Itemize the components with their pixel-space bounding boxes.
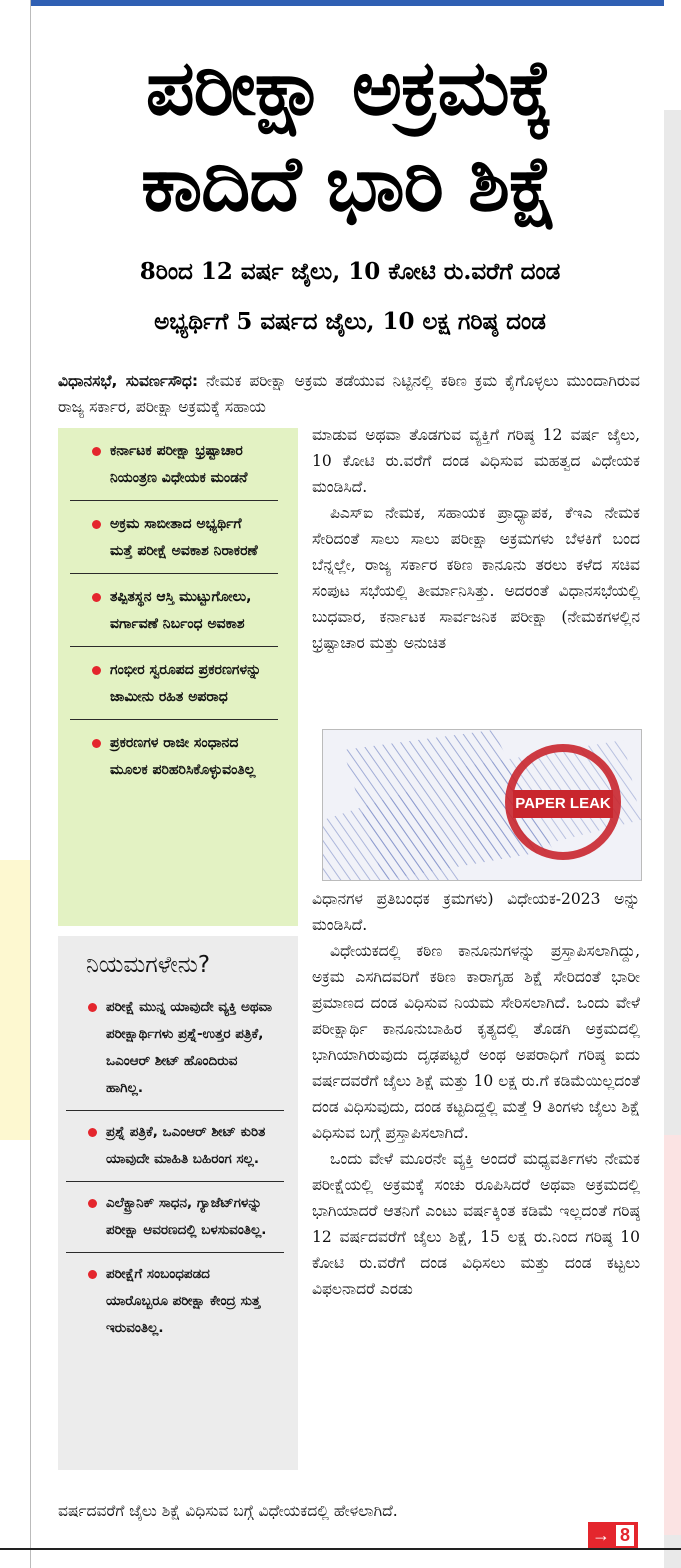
body-paragraph: ವಿಧೇಯಕದಲ್ಲಿ ಕಠಿಣ ಕಾನೂನುಗಳನ್ನು ಪ್ರಸ್ತಾಪಿಸಲಾಗಿದ್ದು, ಅಕ್ರಮ ಎಸಗಿದವರಿಗೆ ಕಠಿಣ ಕಾರಾಗೃಹ ಶಿಕ್ಷೆ ಸೇರಿದಂತೆ ಭಾರೀ ಪ್ರಮಾಣದ ದಂಡ ವಿಧಿಸುವ ನಿಯಮ ಸೇರಿಸಲಾಗಿದೆ. ಒಂದು ವೇಳೆ ಪರೀಕ್ಷಾರ್ಥಿ ಕಾನೂನುಬಾಹಿರ ಕೃತ್ಯದಲ್ಲಿ ತೊಡಗಿ ಅಕ್ರಮದಲ್ಲಿ ಭಾಗಿಯಾಗಿರುವುದು ದೃಢಪಟ್ಟರೆ ಅಂಥ ಅಪರಾಧಿಗೆ ಗರಿಷ್ಠ ಐದು ವರ್ಷದವರೆಗೆ ಜೈಲು ಶಿಕ್ಷೆ ಮತ್ತು 10 ಲಕ್ಷ ರು.ಗೆ ಕಡಿಮೆಯಿಲ್ಲದಂತೆ ದಂಡ ವಿಧಿಸುವುದು, ದಂಡ ಕಟ್ಟದಿದ್ದಲ್ಲಿ ಮತ್ತೆ 9 ತಿಂಗಳು ಜೈಲು ಶಿಕ್ಷೆ ವಿಧಿಸುವ ಬಗ್ಗೆ ಪ್ರಸ್ತಾಪಿಸಲಾಗಿದೆ. <box>312 942 640 1142</box>
bullet-icon <box>88 1199 97 1208</box>
stamp-label: PAPER LEAK <box>513 790 613 818</box>
bullet-icon <box>92 739 101 748</box>
arrow-right-icon: → <box>591 1524 610 1545</box>
highlights-box <box>58 428 298 926</box>
rules-title: ನಿಯಮಗಳೇನು? <box>86 952 211 978</box>
headline-line-1: ಪರೀಕ್ಷಾ ಅಕ್ರಮಕ್ಕೆ <box>145 43 553 132</box>
highlight-item: ಗಂಭೀರ ಸ್ವರೂಪದ ಪ್ರಕರಣಗಳನ್ನು ಜಾಮೀನು ರಹಿತ ಅಪರಾಧ <box>70 647 278 720</box>
bullet-icon <box>88 1270 97 1279</box>
left-margin-yellow <box>0 860 30 1140</box>
body-column-bottom <box>312 886 640 1302</box>
dateline: ವಿಧಾನಸಭೆ, ಸುವರ್ಣಸೌಧ: <box>58 372 199 390</box>
top-color-bar <box>0 0 681 6</box>
body-paragraph: ವಿಧಾನಗಳ ಪ್ರತಿಬಂಧಕ ಕ್ರಮಗಳು) ವಿಧೇಯಕ-2023 ಅನ್ನು ಮಂಡಿಸಿದೆ. <box>312 890 640 934</box>
headline <box>44 40 654 232</box>
intro-text: ನೇಮಕ ಪರೀಕ್ಷಾ ಅಕ್ರಮ ತಡೆಯುವ ನಿಟ್ಟಿನಲ್ಲಿ ಕಠಿಣ ಕ್ರಮ ಕೈಗೊಳ್ಳಲು ಮುಂದಾಗಿರುವ ರಾಜ್ಯ ಸರ್ಕಾರ, ಪರೀಕ್ಷಾ ಅಕ್ರಮಕ್ಕೆ ಸಹಾಯ <box>58 372 640 416</box>
rule-item: ಪ್ರಶ್ನೆ ಪತ್ರಿಕೆ, ಒಎಂಆರ್ ಶೀಟ್ ಕುರಿತ ಯಾವುದೇ ಮಾಹಿತಿ ಬಹಿರಂಗ ಸಲ್ಲ. <box>66 1111 284 1182</box>
body-paragraph: ಒಂದು ವೇಳೆ ಮೂರನೇ ವ್ಯಕ್ತಿ ಅಂದರೆ ಮಧ್ಯವರ್ತಿಗಳು ನೇಮಕ ಪರೀಕ್ಷೆಯಲ್ಲಿ ಅಕ್ರಮಕ್ಕೆ ಸಂಚು ರೂಪಿಸಿದರೆ ಅಥವಾ ಅಕ್ರಮದಲ್ಲಿ ಭಾಗಿಯಾದರೆ ಆತನಿಗೆ ಎಂಟು ವರ್ಷಕ್ಕಿಂತ ಕಡಿಮೆ ಇಲ್ಲದಂತೆ ಗರಿಷ್ಠ 12 ವರ್ಷದವರೆಗೆ ಜೈಲು ಶಿಕ್ಷೆ, 15 ಲಕ್ಷ ರು.ನಿಂದ ಗರಿಷ್ಠ 10 ಕೋಟಿ ರು.ವರೆಗೆ ದಂಡ ವಿಧಿಸಲು ಮತ್ತು ದಂಡ ಕಟ್ಟಲು ವಿಫಲನಾದರೆ ಎರಡು <box>312 1150 640 1298</box>
bottom-rule <box>0 1548 681 1550</box>
highlight-item: ತಪ್ಪಿತಸ್ಥನ ಆಸ್ತಿ ಮುಟ್ಟುಗೋಲು, ವರ್ಗಾವಣೆ ನಿರ್ಬಂಧ ಅವಕಾಶ <box>70 574 278 647</box>
bullet-icon <box>92 447 101 456</box>
highlight-item: ಅಕ್ರಮ ಸಾಬೀತಾದ ಅಭ್ಯರ್ಥಿಗೆ ಮತ್ತೆ ಪರೀಕ್ಷೆ ಅವಕಾಶ ನಿರಾಕರಣೆ <box>70 501 278 574</box>
intro-paragraph <box>58 368 640 420</box>
right-margin-pink <box>664 1135 681 1535</box>
rule-item: ಪರೀಕ್ಷೆ ಮುನ್ನ ಯಾವುದೇ ವ್ಯಕ್ತಿ ಅಥವಾ ಪರೀಕ್ಷಾರ್ಥಿಗಳು ಪ್ರಶ್ನೆ-ಉತ್ತರ ಪತ್ರಿಕೆ, ಒಎಂಆರ್ ಶೀಟ್ ಹೊಂದಿರುವ ಹಾಗಿಲ್ಲ. <box>66 986 284 1111</box>
closing-line: ವರ್ಷದವರೆಗೆ ಜೈಲು ಶಿಕ್ಷೆ ವಿಧಿಸುವ ಬಗ್ಗೆ ವಿಧೇಯಕದಲ್ಲಿ ಹೇಳಲಾಗಿದೆ. <box>58 1502 398 1520</box>
bullet-icon <box>92 593 101 602</box>
body-paragraph: ಪಿಎಸ್‌ಐ ನೇಮಕ, ಸಹಾಯಕ ಪ್ರಾಧ್ಯಾಪಕ, ಕೆಇಎ ನೇಮಕ ಸೇರಿದಂತೆ ಸಾಲು ಸಾಲು ಪರೀಕ್ಷಾ ಅಕ್ರಮಗಳು ಬೆಳಕಿಗೆ ಬಂದ ಬೆನ್ನಲ್ಲೇ, ರಾಜ್ಯ ಸರ್ಕಾರ ಕಠಿಣ ಕಾನೂನು ತರಲು ಕಳೆದ ಸಚಿವ ಸಂಪುಟ ಸಭೆಯಲ್ಲಿ ತೀರ್ಮಾನಿಸಿತ್ತು. ಅದರಂತೆ ವಿಧಾನಸಭೆಯಲ್ಲಿ ಬುಧವಾರ, ಕರ್ನಾಟಕ ಸಾರ್ವಜನಿಕ ಪರೀಕ್ಷಾ (ನೇಮಕಗಳಲ್ಲಿನ ಭ್ರಷ್ಟಾಚಾರ ಮತ್ತು ಅನುಚಿತ <box>312 504 640 652</box>
continued-page-marker[interactable] <box>588 1522 638 1548</box>
body-paragraph: ಮಾಡುವ ಅಥವಾ ತೊಡಗುವ ವ್ಯಕ್ತಿಗೆ ಗರಿಷ್ಠ 12 ವರ್ಷ ಜೈಲು, 10 ಕೋಟಿ ರು.ವರೆಗೆ ದಂಡ ವಿಧಿಸುವ ಮಹತ್ವದ ವಿಧೇಯಕ ಮಂಡಿಸಿದೆ. <box>312 426 640 496</box>
bullet-icon <box>88 1003 97 1012</box>
right-margin-top <box>664 0 681 110</box>
bullet-icon <box>88 1128 97 1137</box>
rules-box <box>58 936 298 1470</box>
rule-item: ಎಲೆಕ್ಟ್ರಾನಿಕ್ ಸಾಧನ, ಗ್ಯಾಜೆಟ್‌ಗಳನ್ನು ಪರೀಕ್ಷಾ ಆವರಣದಲ್ಲಿ ಬಳಸುವಂತಿಲ್ಲ. <box>66 1182 284 1253</box>
body-column-top <box>312 422 640 656</box>
highlight-item: ಕರ್ನಾಟಕ ಪರೀಕ್ಷಾ ಭ್ರಷ್ಟಾಚಾರ ನಿಯಂತ್ರಣ ವಿಧೇಯಕ ಮಂಡನೆ <box>70 428 278 501</box>
deck-line-1: 8ರಿಂದ 12 ವರ್ಷ ಜೈಲು, 10 ಕೋಟಿ ರು.ವರೆಗೆ ದಂಡ <box>139 258 561 285</box>
rule-item: ಪರೀಕ್ಷೆಗೆ ಸಂಬಂಧಪಡದ ಯಾರೊಬ್ಬರೂ ಪರೀಕ್ಷಾ ಕೇಂದ್ರ ಸುತ್ತ ಇರುವಂತಿಲ್ಲ. <box>66 1253 284 1350</box>
highlight-item: ಪ್ರಕರಣಗಳ ರಾಜೀ ಸಂಧಾನದ ಮೂಲಕ ಪರಿಹರಿಸಿಕೊಳ್ಳುವಂತಿಲ್ಲ <box>70 720 278 792</box>
paper-leak-photo <box>322 729 642 881</box>
bullet-icon <box>92 520 101 529</box>
left-margin-strip <box>0 0 31 1568</box>
bullet-icon <box>92 666 101 675</box>
deck-line-2: ಅಭ್ಯರ್ಥಿಗೆ 5 ವರ್ಷದ ಜೈಲು, 10 ಲಕ್ಷ ಗರಿಷ್ಠ ದಂಡ <box>154 308 546 335</box>
page-number: 8 <box>616 1525 634 1546</box>
headline-line-2: ಕಾದಿದೆ ಭಾರಿ ಶಿಕ್ಷೆ <box>141 139 557 228</box>
